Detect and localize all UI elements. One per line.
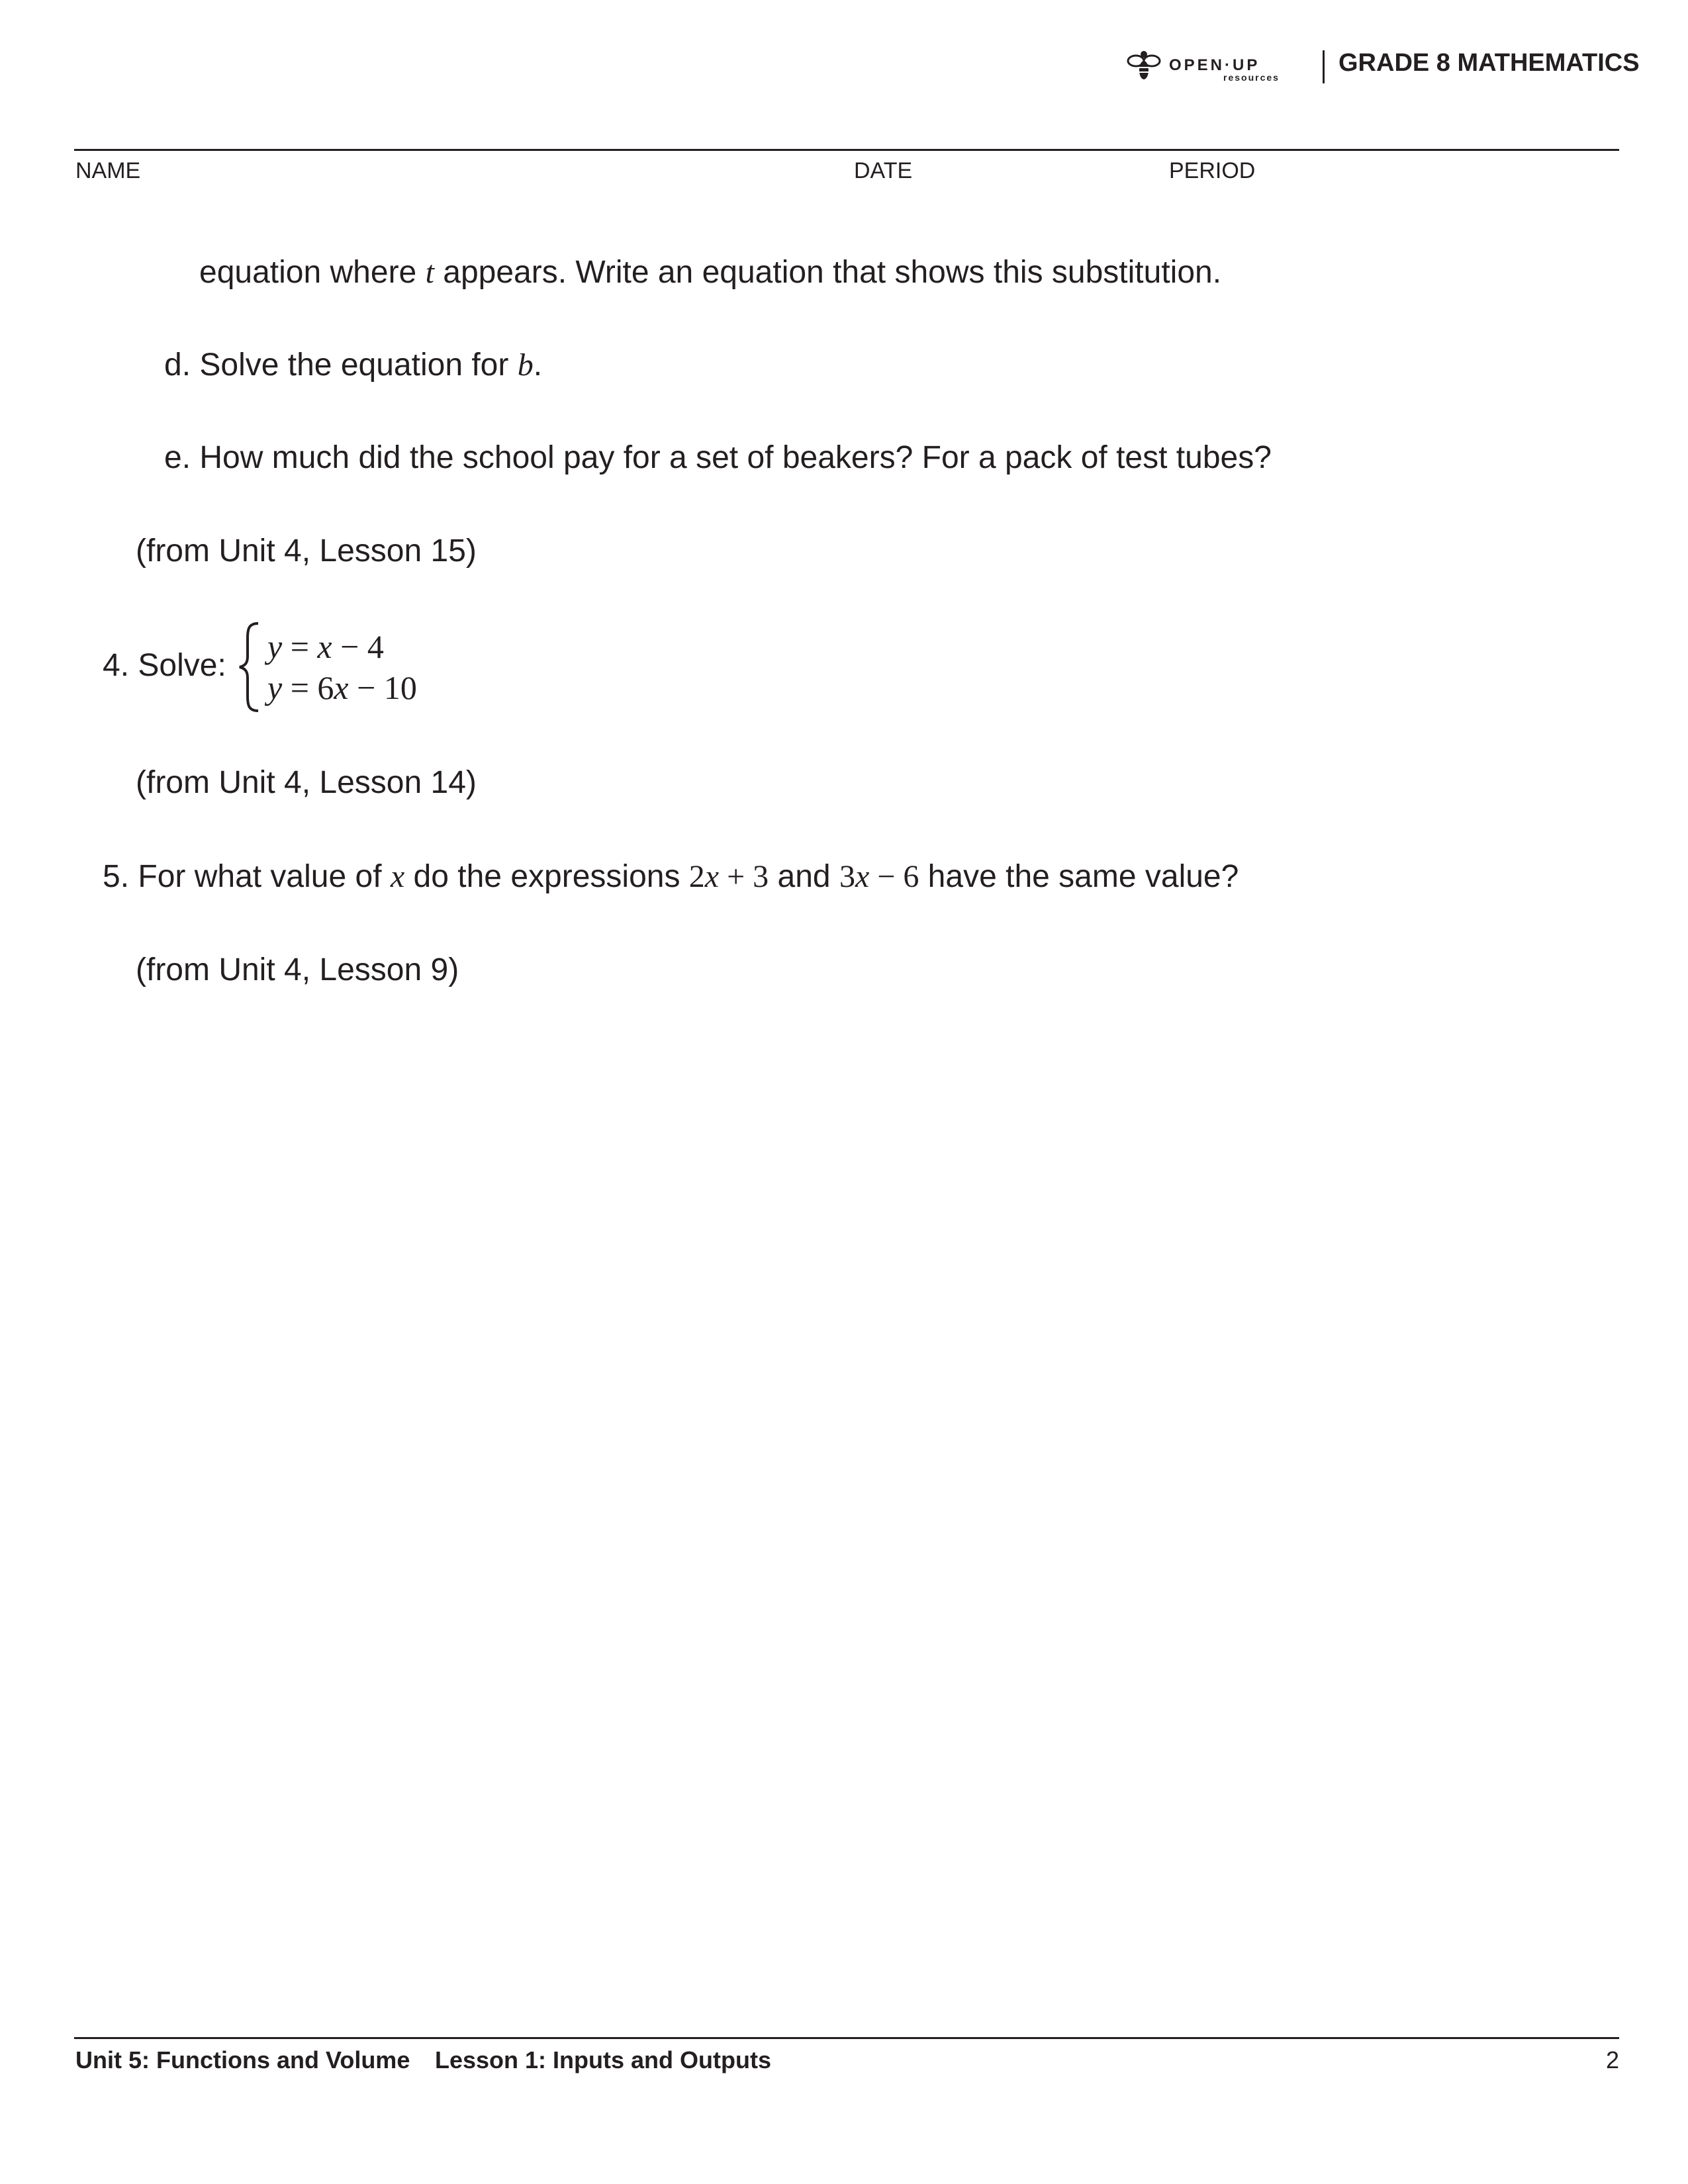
- variable-b: b: [517, 347, 534, 383]
- expression-1-coefficient: 2: [688, 859, 705, 894]
- logo-wordmark-top: OPEN·UP: [1169, 56, 1260, 74]
- expression-1-rest: + 3: [719, 859, 769, 894]
- text: d. Solve the equation for: [164, 347, 518, 383]
- problem-5-source: (from Unit 4, Lesson 9): [136, 952, 459, 987]
- text: have the same value?: [919, 859, 1239, 894]
- text: 5. For what value of: [103, 859, 391, 894]
- variable-t: t: [425, 255, 434, 290]
- equation-2: y = 6x − 10: [267, 669, 417, 706]
- expression-2-coefficient: 3: [839, 859, 855, 894]
- left-brace-icon: [236, 621, 262, 713]
- top-rule: [74, 149, 1619, 151]
- bee-logo-icon: [1125, 48, 1297, 87]
- expression-2-rest: − 6: [869, 859, 919, 894]
- period-label: PERIOD: [1169, 158, 1256, 183]
- problem-4-source: (from Unit 4, Lesson 14): [136, 765, 477, 800]
- problem-5: [103, 858, 1239, 895]
- equation-1: y = x − 4: [267, 628, 384, 665]
- expression-2-variable: x: [855, 859, 870, 894]
- problem-4-prompt: 4. Solve:: [103, 648, 226, 683]
- problem-3c-continued: [199, 254, 1221, 291]
- text: .: [533, 347, 543, 383]
- problem-3e: e. How much did the school pay for a set of beakers? For a pack of test tubes?: [164, 440, 1272, 475]
- text: equation where: [199, 255, 426, 290]
- variable-x: x: [390, 859, 405, 894]
- text: do the expressions: [404, 859, 689, 894]
- expression-1-variable: x: [704, 859, 720, 894]
- name-label: NAME: [75, 158, 141, 183]
- header-divider: [1323, 50, 1325, 83]
- course-title: GRADE 8 MATHEMATICS: [1338, 49, 1640, 77]
- problem-3-source: (from Unit 4, Lesson 15): [136, 533, 477, 569]
- text: appears. Write an equation that shows this substitution.: [434, 255, 1222, 290]
- text: and: [769, 859, 839, 894]
- date-label: DATE: [854, 158, 913, 183]
- problem-3d: [164, 347, 542, 384]
- page-number: 2: [1605, 2046, 1619, 2073]
- bottom-rule: [74, 2037, 1619, 2039]
- footer-unit-title: Unit 5: Functions and Volume: [75, 2046, 410, 2073]
- logo-wordmark-bottom: resources: [1223, 72, 1280, 83]
- footer-lesson-title: Lesson 1: Inputs and Outputs: [435, 2046, 772, 2073]
- open-up-resources-logo: [1125, 48, 1297, 87]
